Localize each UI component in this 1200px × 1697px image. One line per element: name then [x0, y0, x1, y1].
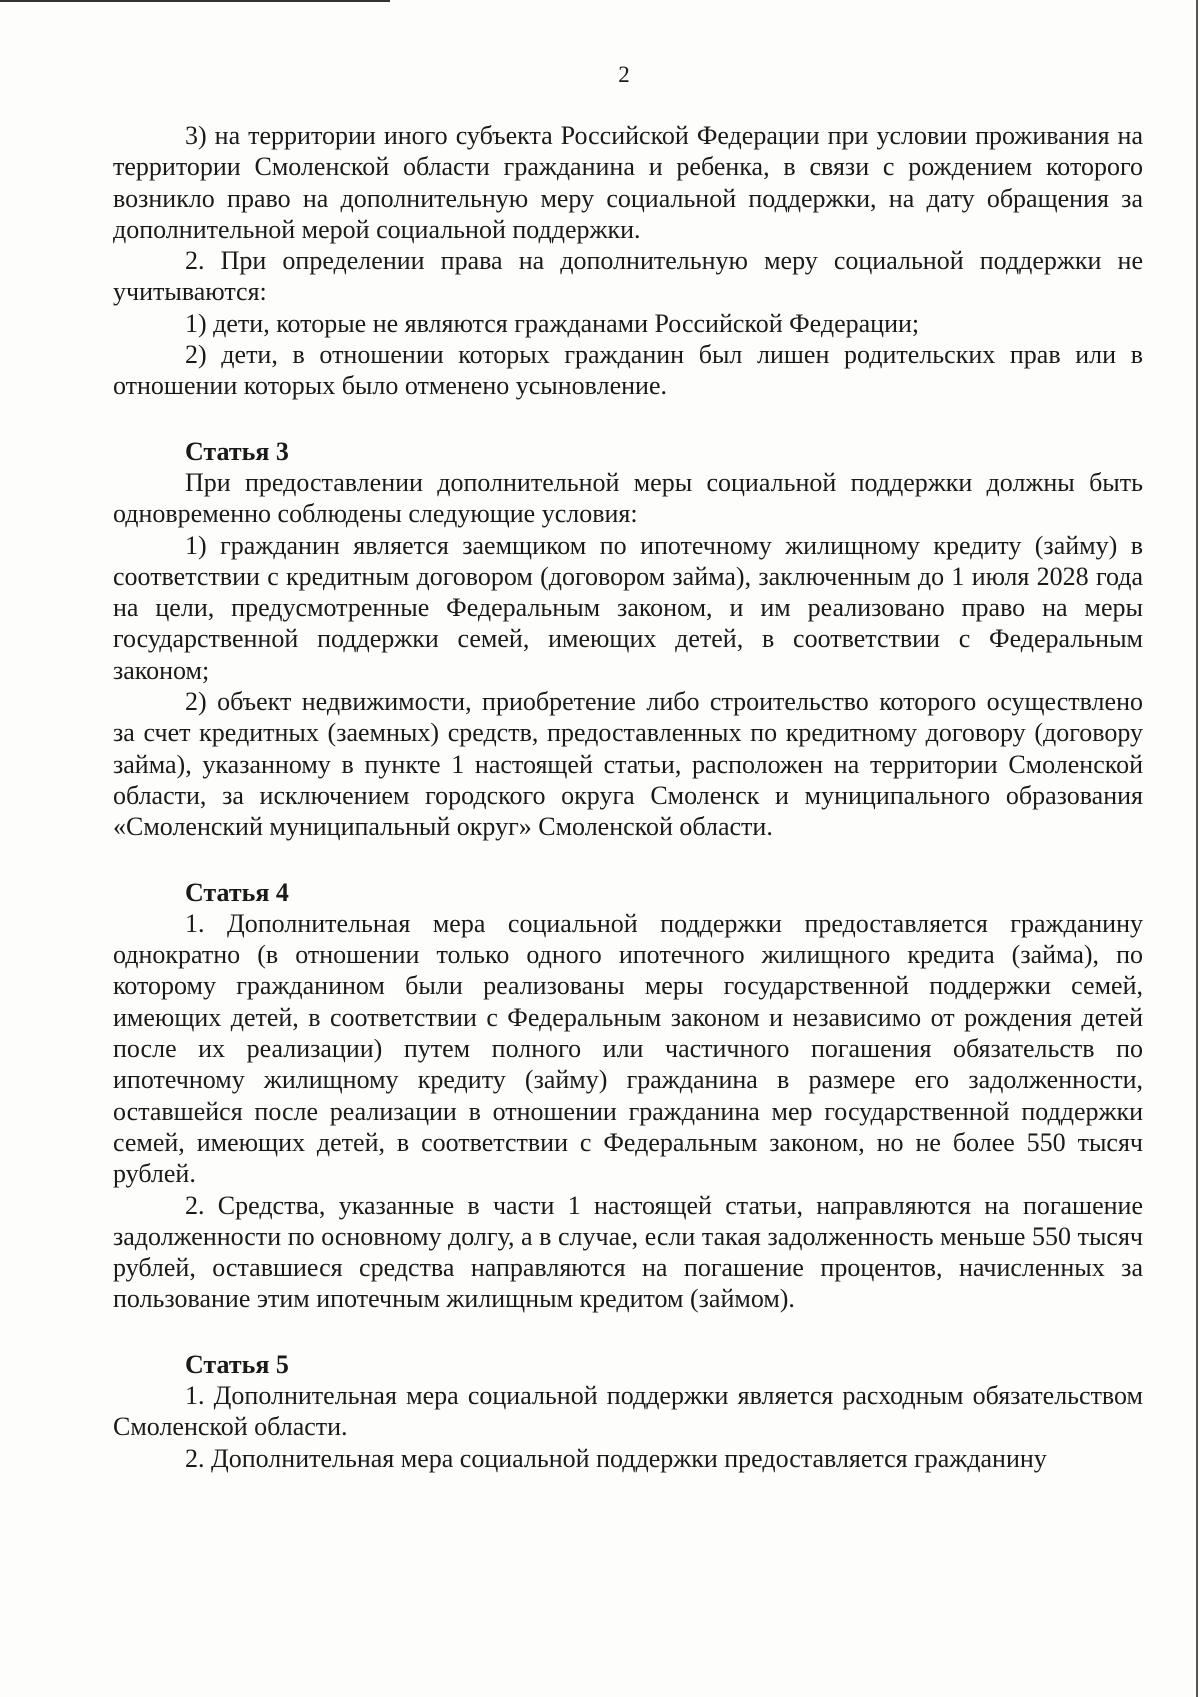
article-heading: Статья 4	[185, 877, 289, 907]
section-gap	[113, 402, 1143, 436]
paragraph: 3) на территории иного субъекта Российской Федерации при условии проживания на территории Смоленской области гражданина и ребенка, в связи с рождением которого возникло право на дополнительную меру социальной поддержки, на дату обращения за дополнительной мерой социальной поддержки.	[113, 121, 1143, 244]
paragraph: 1. Дополнительная мера социальной поддержки предоставляется гражданину однократно (в отношении только одного ипотечного жилищного кредита (займа), по которому гражданином были реализованы меры государственной поддержки семей, имеющих детей, в соответствии с Федеральным законом и независимо от рождения детей после их реализации) путем полного или частичного погашения обязательств по ипотечному жилищному кредиту (займу) гражданина в размере его задолженности, оставшейся после реализации в отношении гражданина мер государственной поддержки семей, имеющих детей, в соответствии с Федеральным законом, но не более 550 тысяч рублей.	[113, 908, 1143, 1189]
section-gap	[113, 843, 1143, 877]
paragraph: 1) гражданин является заемщиком по ипотечному жилищному кредиту (займу) в соответствии с кредитным договором (договором займа), заключенным до 1 июля 2028 года на цели, предусмотренные Федеральным законом, и им реализовано право на меры государственной поддержки семей, имеющих детей, в соответствии с Федеральным законом;	[113, 530, 1143, 685]
section-gap	[113, 1315, 1143, 1349]
paragraph: 1. Дополнительная мера социальной поддержки является расходным обязательством Смоленской области.	[113, 1380, 1143, 1442]
paragraph: 2. Средства, указанные в части 1 настоящей статьи, направляются на погашение задолженности по основному долгу, а в случае, если такая задолженность меньше 550 тысяч рублей, оставшиеся средства направляются на погашение процентов, начисленных за пользование этим ипотечным жилищным кредитом (займом).	[113, 1190, 1143, 1314]
scan-edge-line	[1196, 0, 1198, 1697]
paragraph: 1) дети, которые не являются гражданами Российской Федерации;	[185, 308, 920, 338]
paragraph: 2. При определении права на дополнительную меру социальной поддержки не учитываются:	[113, 246, 1143, 307]
paragraph: 2. Дополнительная мера социальной поддержки предоставляется гражданину	[185, 1443, 1047, 1473]
paragraph: 2) дети, в отношении которых гражданин был лишен родительских прав или в отношении которых было отменено усыновление.	[113, 340, 1143, 401]
document-body	[113, 120, 1143, 1474]
paragraph: При предоставлении дополнительной меры социальной поддержки должны быть одновременно соблюдены следующие условия:	[113, 467, 1143, 529]
article-heading: Статья 3	[185, 436, 289, 466]
scan-edge-line	[0, 0, 390, 2]
paragraph: 2) объект недвижимости, приобретение либо строительство которого осуществлено за счет кредитных (заемных) средств, предоставленных по кредитному договору (договору займа), указанному в пункте 1 настоящей статьи, расположен на территории Смоленской области, за исключением городского округа Смоленск и муниципального образования «Смоленский муниципальный округ» Смоленской области.	[113, 687, 1143, 842]
page-number: 2	[618, 62, 630, 87]
article-heading: Статья 5	[185, 1349, 289, 1379]
